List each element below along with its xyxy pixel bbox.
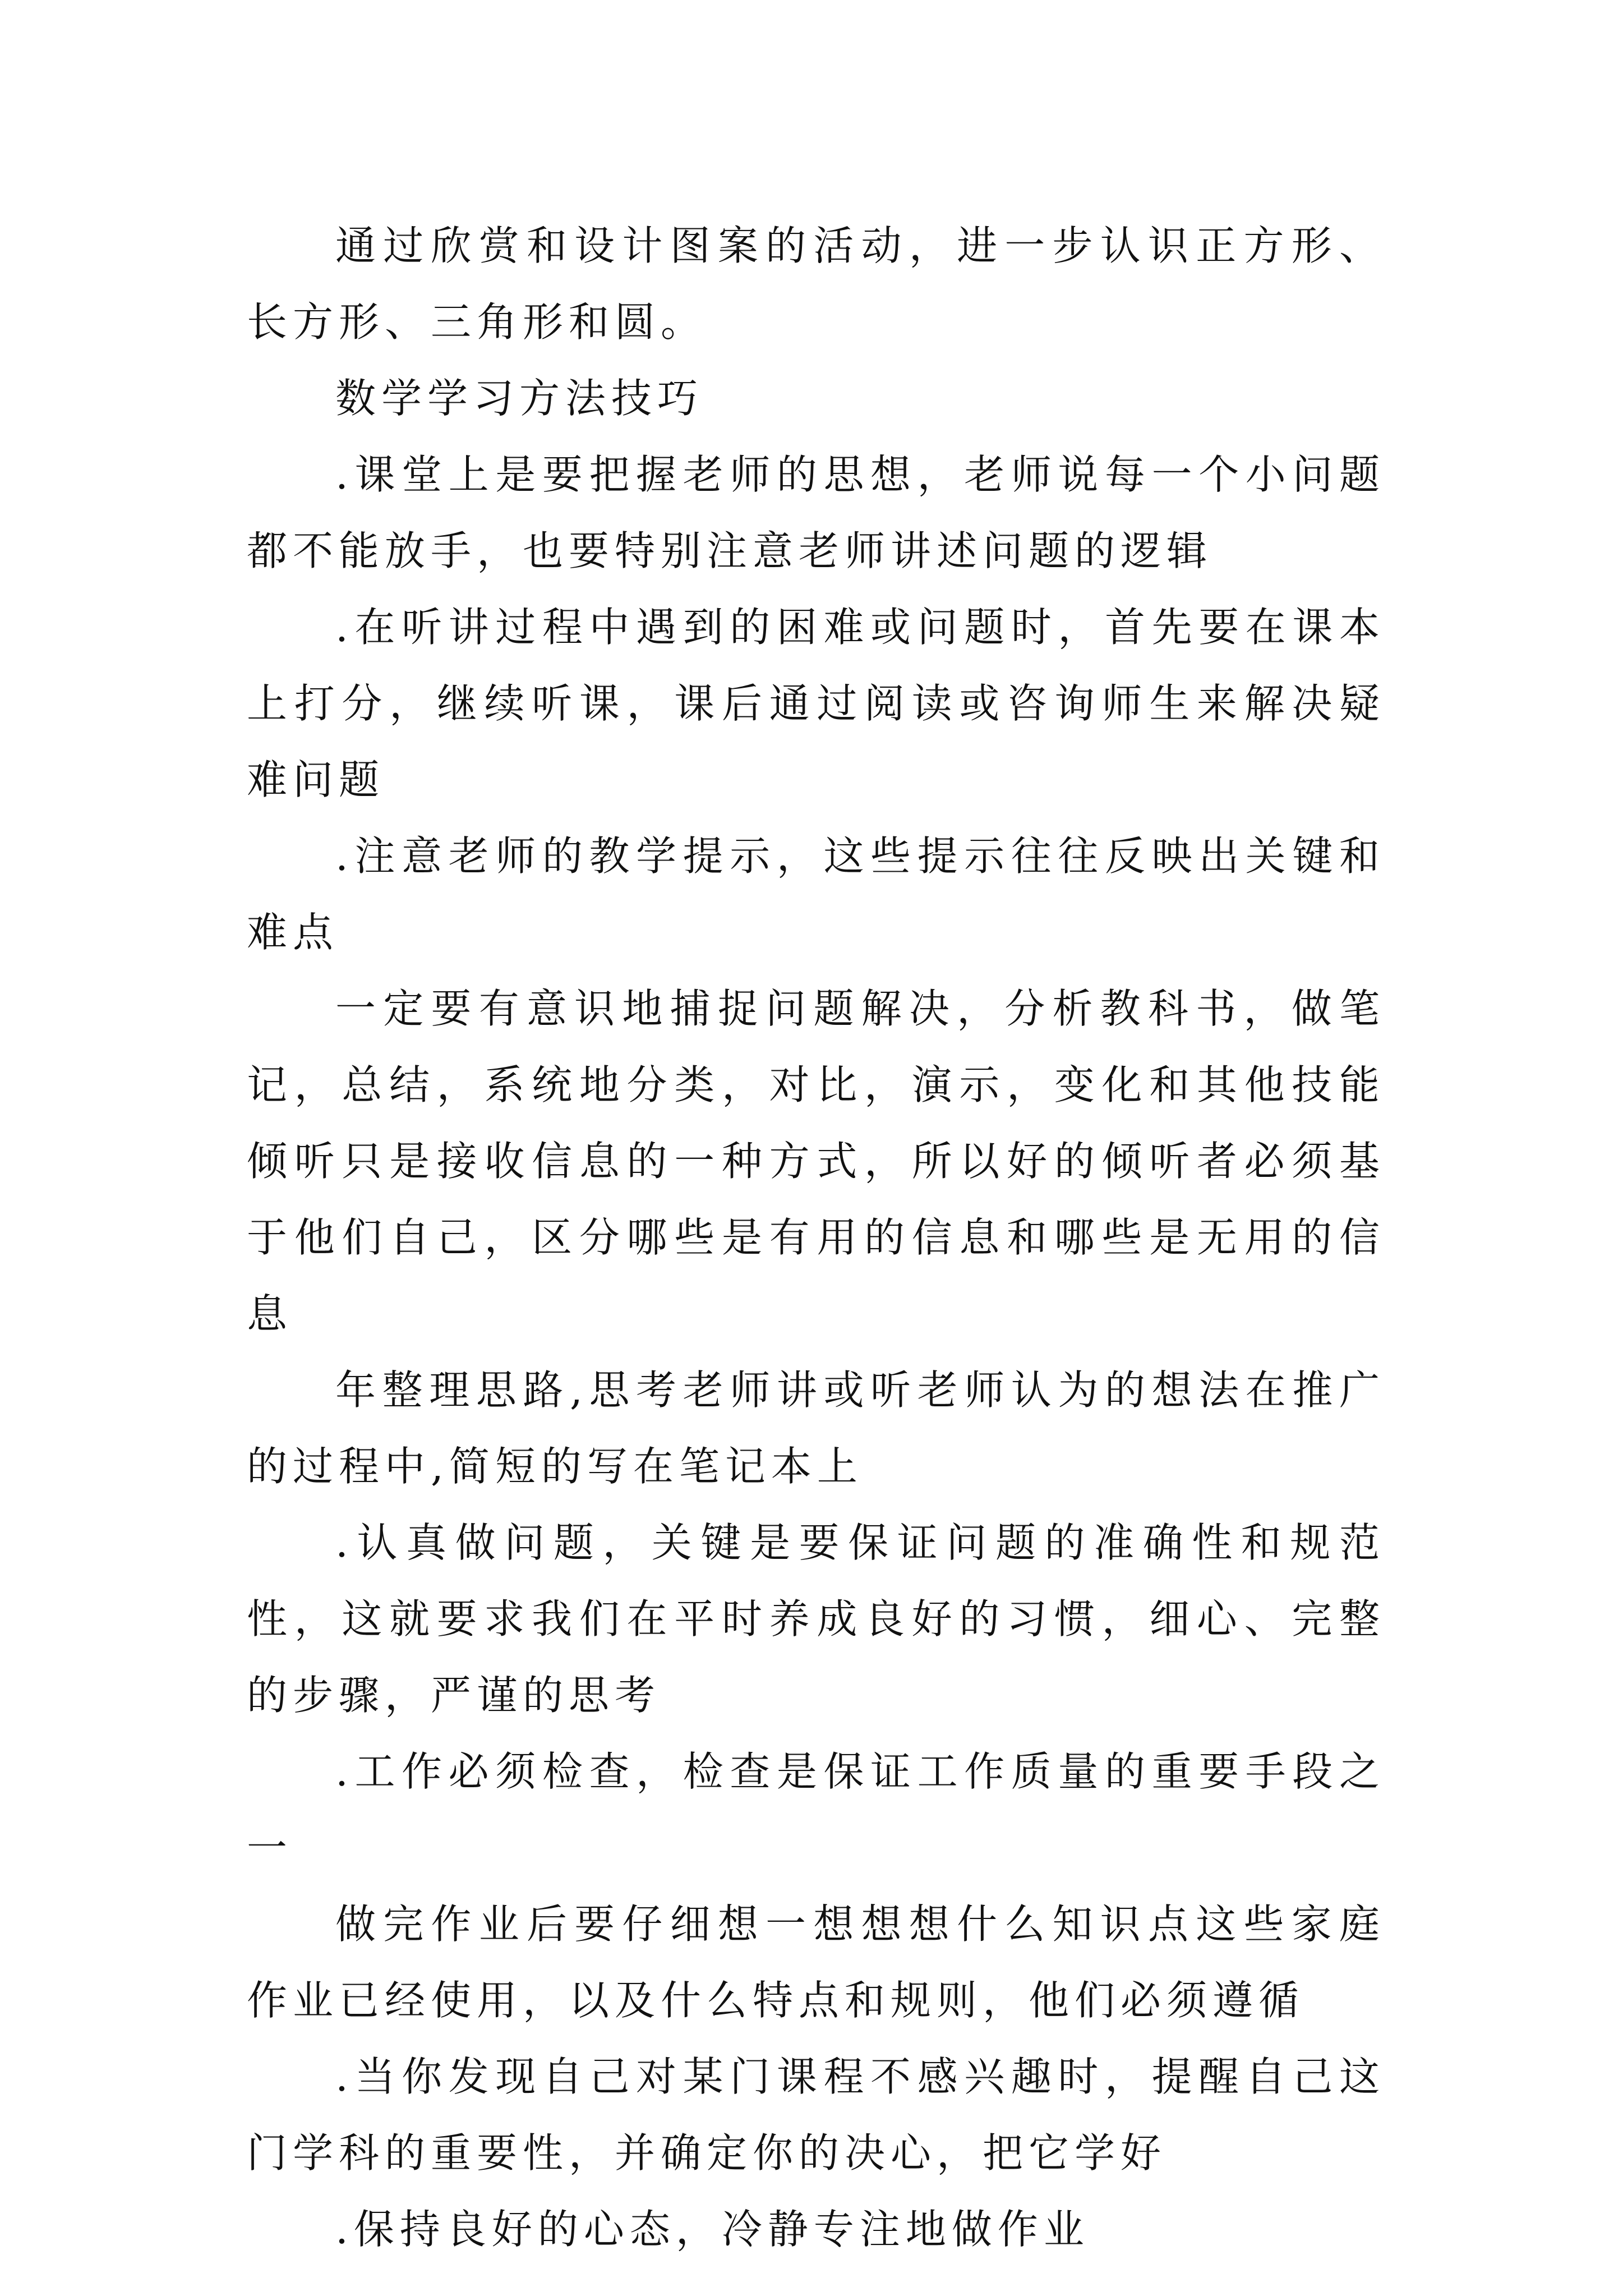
tip-hints: .注意老师的教学提示，这些提示往往反映出关键和难点 <box>247 832 1385 956</box>
tip-mindset: .保持良好的心态，冷静专注地做作业 <box>335 2206 1090 2253</box>
paragraph-intro: 通过欣赏和设计图案的活动，进一步认识正方形、长方形、三角形和圆。 <box>247 222 1385 346</box>
tip-interest: .当你发现自己对某门课程不感兴趣时，提醒自己这门学科的重要性，并确定你的决心，把它学好 <box>247 2053 1385 2177</box>
paragraph-review: 做完作业后要仔细想一想想想什么知识点这些家庭作业已经使用，以及什么特点和规则，他们必须遵循 <box>247 1901 1385 2024</box>
tip-check: .工作必须检查，检查是保证工作质量的重要手段之一 <box>247 1748 1385 1871</box>
section-heading: 数学学习方法技巧 <box>335 375 704 422</box>
tip-classroom: .课堂上是要把握老师的思想，老师说每一个小问题都不能放手，也要特别注意老师讲述问题的逻辑 <box>247 451 1385 574</box>
tip-problems: .认真做问题，关键是要保证问题的准确性和规范性，这就要求我们在平时养成良好的习惯，细心、完整的步骤，严谨的思考 <box>247 1519 1385 1719</box>
document-body <box>247 208 1385 2267</box>
paragraph-organize: 年整理思路,思考老师讲或听老师认为的想法在推广的过程中,简短的写在笔记本上 <box>247 1366 1385 1490</box>
paragraph-notes: 一定要有意识地捕捉问题解决，分析教科书，做笔记，总结，系统地分类，对比，演示，变化和其他技能倾听只是接收信息的一种方式，所以好的倾听者必须基于他们自己，区分哪些是有用的信息和哪些是无用的信息 <box>247 985 1385 1337</box>
tip-listening: .在听讲过程中遇到的困难或问题时，首先要在课本上打分，继续听课，课后通过阅读或咨询师生来解决疑难问题 <box>247 604 1385 803</box>
